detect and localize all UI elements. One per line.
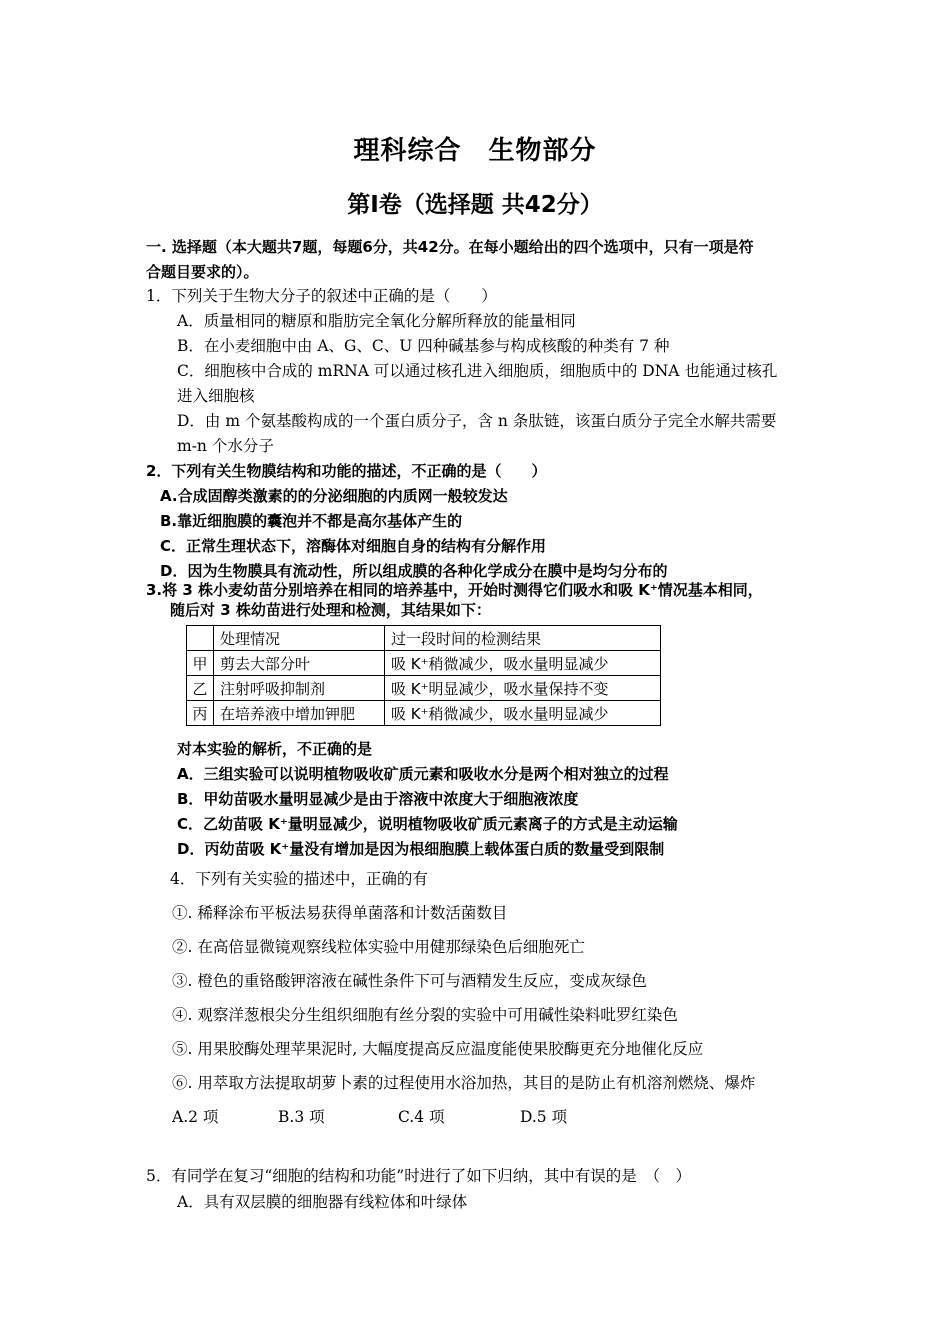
- table-cell: 丙: [187, 701, 214, 726]
- instructions-line-1: 一. 选择题（本大题共7题，每题6分，共42分。在每小题给出的四个选项中，只有一项是符: [146, 238, 754, 256]
- q4-item: ①. 稀释涂布平板法易获得单菌落和计数活菌数目: [172, 904, 508, 922]
- q4-item: ⑥. 用萃取方法提取胡萝卜素的过程使用水浴加热，其目的是防止有机溶剂燃烧、爆炸: [172, 1074, 756, 1092]
- table-header-cell: 处理情况: [214, 626, 385, 651]
- q3-stem-line1: 3.将 3 株小麦幼苗分别培养在相同的培养基中，开始时测得它们吸水和吸 K⁺情况基本相同，: [146, 581, 763, 599]
- table-cell: 剪去大部分叶: [214, 651, 385, 676]
- q3-ask: 对本实验的解析，不正确的是: [177, 740, 373, 758]
- table-cell: 乙: [187, 676, 214, 701]
- table-header-cell: [187, 626, 214, 651]
- q4-option-b: B.3 项: [278, 1108, 325, 1126]
- q1-option-d-line1: D．由 m 个氨基酸构成的一个蛋白质分子，含 n 条肽链，该蛋白质分子完全水解共需要: [177, 412, 777, 430]
- q2-option-b: B.靠近细胞膜的囊泡并不都是高尔基体产生的: [160, 512, 463, 530]
- q3-option-a: A．三组实验可以说明植物吸收矿质元素和吸收水分是两个相对独立的过程: [177, 765, 669, 783]
- table-cell: 在培养液中增加钾肥: [214, 701, 385, 726]
- table-row: [187, 676, 661, 701]
- q4-item: ③. 橙色的重铬酸钾溶液在碱性条件下可与酒精发生反应，变成灰绿色: [172, 972, 647, 990]
- table-cell: 甲: [187, 651, 214, 676]
- q2-option-d: D．因为生物膜具有流动性，所以组成膜的各种化学成分在膜中是均匀分布的: [160, 562, 668, 580]
- q4-item: ④. 观察洋葱根尖分生组织细胞有丝分裂的实验中可用碱性染料吡罗红染色: [172, 1006, 678, 1024]
- q2-option-c: C．正常生理状态下，溶酶体对细胞自身的结构有分解作用: [160, 537, 547, 555]
- q2-stem: 2．下列有关生物膜结构和功能的描述，不正确的是（ ）: [146, 462, 547, 480]
- q1-option-c-line2: 进入细胞核: [177, 387, 255, 405]
- q1-stem: 1．下列关于生物大分子的叙述中正确的是（ ）: [146, 287, 497, 305]
- q5-option-a: A．具有双层膜的细胞器有线粒体和叶绿体: [177, 1193, 468, 1211]
- q3-results-table: [186, 625, 661, 726]
- q1-option-b: B．在小麦细胞中由 A、G、C、U 四种碱基参与构成核酸的种类有 7 种: [177, 337, 670, 355]
- q2-option-a: A.合成固醇类激素的的分泌细胞的内质网一般较发达: [160, 487, 508, 505]
- q4-option-d: D.5 项: [520, 1108, 568, 1126]
- table-header-cell: 过一段时间的检测结果: [385, 626, 661, 651]
- q4-item: ⑤. 用果胶酶处理苹果泥时, 大幅度提高反应温度能使果胶酶更充分地催化反应: [172, 1040, 704, 1058]
- table-cell: 吸 K⁺稍微减少，吸水量明显减少: [385, 651, 661, 676]
- instructions-line-2: 合题目要求的）。: [146, 263, 259, 281]
- q1-option-a: A．质量相同的糖原和脂肪完全氧化分解所释放的能量相同: [177, 312, 576, 330]
- q4-stem: 4．下列有关实验的描述中，正确的有: [170, 870, 428, 888]
- q3-stem-line2: 随后对 3 株幼苗进行处理和检测，其结果如下：: [170, 601, 491, 619]
- q5-stem: 5．有同学在复习“细胞的结构和功能”时进行了如下归纳，其中有误的是 （ ）: [146, 1167, 691, 1185]
- q1-option-d-line2: m-n 个水分子: [177, 437, 274, 455]
- table-header-row: [187, 626, 661, 651]
- q4-item: ②. 在高倍显微镜观察线粒体实验中用健那绿染色后细胞死亡: [172, 938, 585, 956]
- q3-option-d: D．丙幼苗吸 K⁺量没有增加是因为根细胞膜上载体蛋白质的数量受到限制: [177, 840, 665, 858]
- table-cell: 注射呼吸抑制剂: [214, 676, 385, 701]
- q4-option-a: A.2 项: [172, 1108, 219, 1126]
- q4-option-c: C.4 项: [398, 1108, 445, 1126]
- table-row: [187, 701, 661, 726]
- q3-option-c: C．乙幼苗吸 K⁺量明显减少，说明植物吸收矿质元素离子的方式是主动运输: [177, 815, 678, 833]
- table-row: [187, 651, 661, 676]
- q3-option-b: B．甲幼苗吸水量明显减少是由于溶液中浓度大于细胞液浓度: [177, 790, 579, 808]
- page-title: 理科综合 生物部分: [353, 136, 597, 166]
- section-title: 第Ⅰ卷（选择题 共42分）: [347, 192, 603, 218]
- table-cell: 吸 K⁺稍微减少，吸水量明显减少: [385, 701, 661, 726]
- table-cell: 吸 K⁺明显减少，吸水量保持不变: [385, 676, 661, 701]
- q1-option-c-line1: C．细胞核中合成的 mRNA 可以通过核孔进入细胞质，细胞质中的 DNA 也能通过核孔: [177, 362, 778, 380]
